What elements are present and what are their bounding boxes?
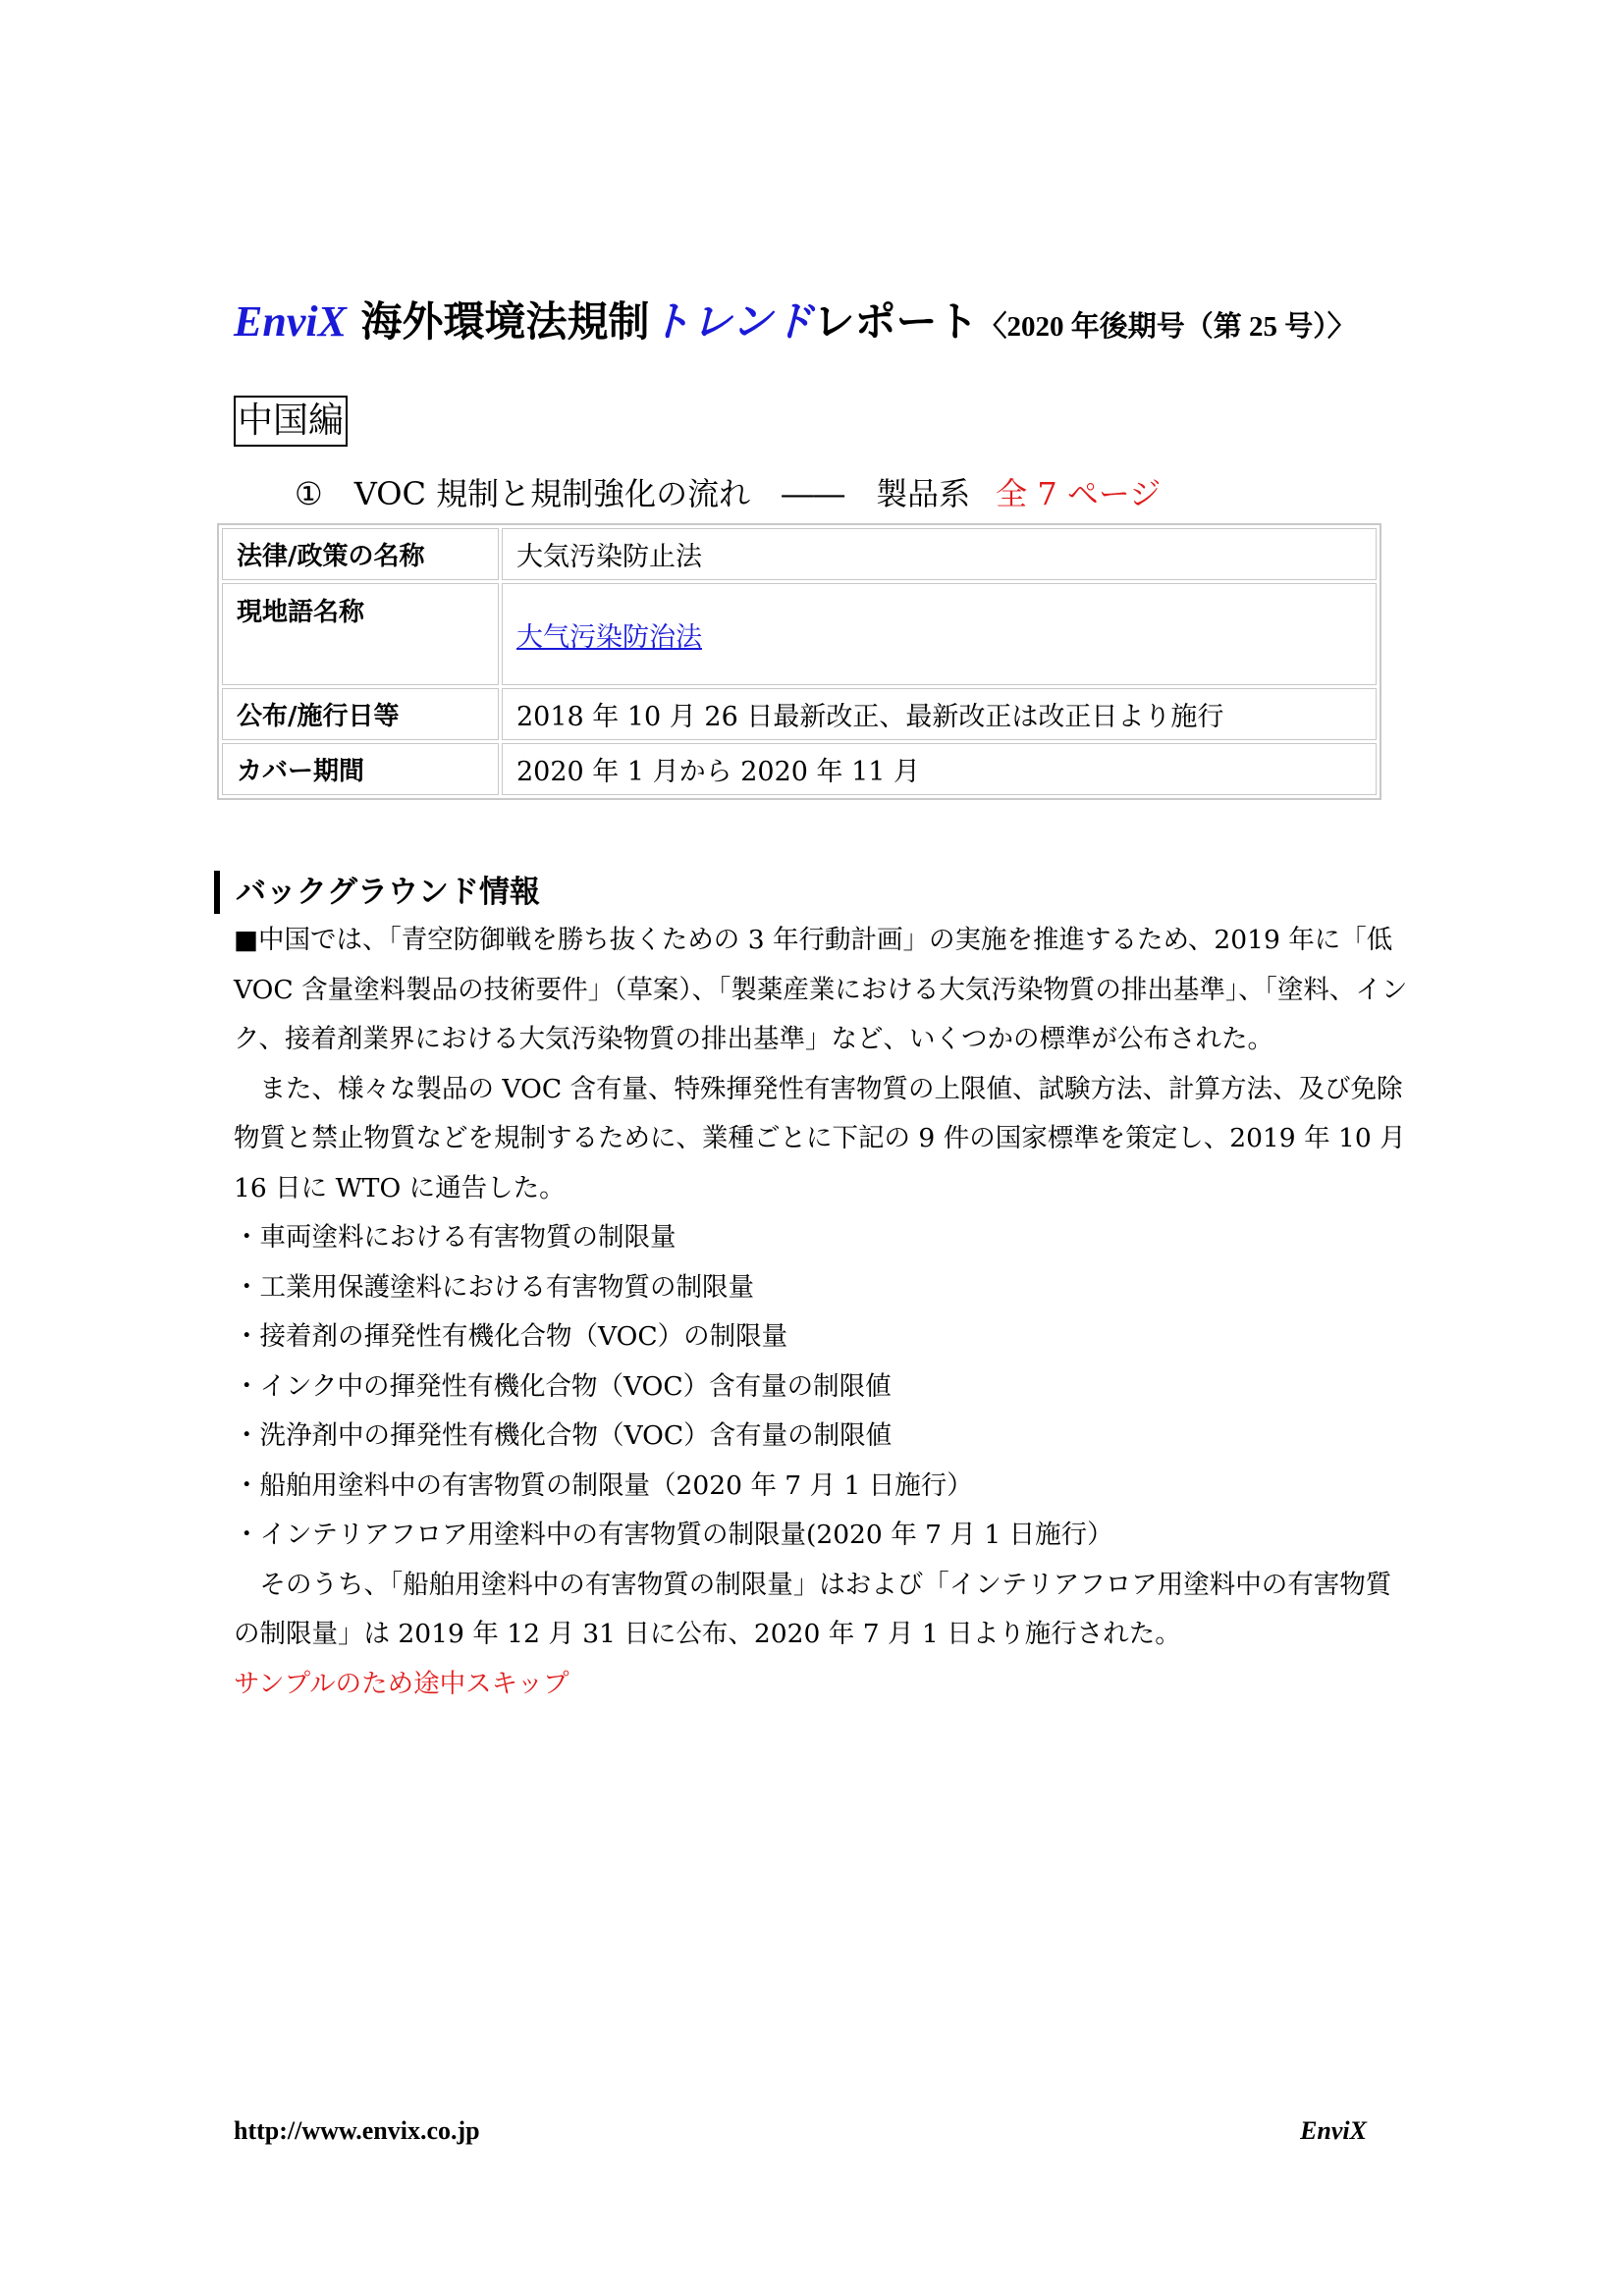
subtitle: [295, 469, 1161, 518]
list-item: ・車両塗料における有害物質の制限量: [234, 1222, 677, 1253]
value-cell: 大気汚染防止法: [502, 528, 1377, 580]
list-item: ・インク中の揮発性有機化合物（VOC）含有量の制限値: [234, 1370, 892, 1402]
table-row: [222, 583, 1377, 685]
title-text-2: レポート: [813, 297, 979, 346]
footer-brand: EnviX: [1300, 2116, 1367, 2145]
report-title: [234, 293, 1441, 356]
paragraph: ■中国では、「青空防御戦を勝ち抜くための 3 年行動計画」の実施を推進するため、2019 年に「低 VOC 含量塗料製品の技術要件」（草案）、「製薬産業における大気汚染物質の排出基準」、「塗料、インク、接着剤業界における大気汚染物質の排出基準」など、いくつかの標準が公布された。: [234, 925, 1408, 1054]
skip-note: サンプルのため途中スキップ: [234, 1668, 569, 1699]
value-cell: 2020 年 1 月から 2020 年 11 月: [502, 743, 1377, 795]
table-row: [222, 743, 1377, 795]
list-item: ・船舶用塗料中の有害物質の制限量（2020 年 7 月 1 日施行）: [234, 1469, 973, 1501]
title-trend: トレンド: [649, 297, 814, 346]
brand-name: EnviX: [234, 297, 347, 346]
page-count: 全 7 ページ: [996, 475, 1162, 512]
value-cell: [502, 583, 1377, 685]
info-table: [217, 523, 1381, 800]
label-cell: カバー期間: [222, 743, 499, 795]
subtitle-text: ① VOC 規制と規制強化の流れ ―― 製品系: [295, 475, 971, 512]
value-cell: 2018 年 10 月 26 日最新改正、最新改正は改正日より施行: [502, 688, 1377, 740]
background-body: [234, 916, 1408, 1709]
table-row: [222, 688, 1377, 740]
list-item: ・接着剤の揮発性有機化合物（VOC）の制限量: [234, 1321, 788, 1352]
paragraph: そのうち、「船舶用塗料中の有害物質の制限量」はおよび「インテリアフロア用塗料中の有害物質の制限量」は 2019 年 12 月 31 日に公布、2020 年 7 月 1 日より施行された。: [234, 1569, 1392, 1649]
list-item: ・洗浄剤中の揮発性有機化合物（VOC）含有量の制限値: [234, 1420, 893, 1451]
title-text-1: 海外環境法規制: [346, 297, 650, 346]
label-cell: 公布/施行日等: [222, 688, 499, 740]
footer-url: http://www.envix.co.jp: [234, 2116, 480, 2145]
issue-label: 〈2020 年後期号（第 25 号）〉: [978, 311, 1356, 343]
label-cell: 現地語名称: [222, 583, 499, 685]
local-name-link[interactable]: 大气污染防治法: [516, 621, 702, 653]
region-label: 中国編: [234, 396, 348, 447]
label-cell: 法律/政策の名称: [222, 528, 499, 580]
paragraph: また、様々な製品の VOC 含有量、特殊揮発性有害物質の上限値、試験方法、計算方法、及び免除物質と禁止物質などを規制するために、業種ごとに下記の 9 件の国家標準を策定し、2019 年 10 月 16 日に WTO に通告した。: [234, 1073, 1406, 1203]
section-heading: バックグラウンド情報: [214, 871, 540, 914]
table-row: [222, 528, 1377, 580]
list-item: ・工業用保護塗料における有害物質の制限量: [234, 1271, 754, 1303]
list-item: ・インテリアフロア用塗料中の有害物質の制限量(2020 年 7 月 1 日施行）: [234, 1520, 1113, 1550]
